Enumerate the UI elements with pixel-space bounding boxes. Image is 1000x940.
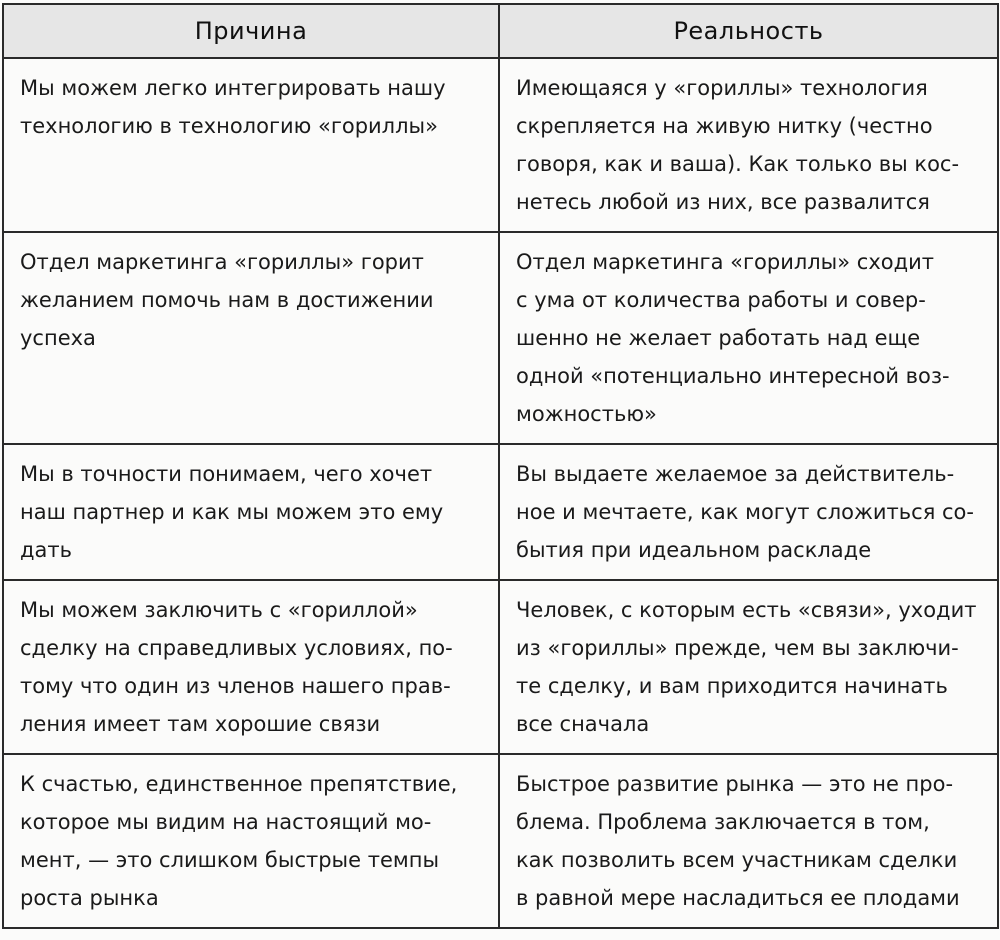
cell-line: Отдел маркетинга «гориллы» горит [20,250,424,274]
cell-line: можностью» [516,402,657,426]
table-row [3,232,998,444]
cell-line: ления имеет там хорошие связи [20,712,381,736]
cell-line: все сначала [516,712,650,736]
cell-line: дать [20,538,72,562]
cell-line: наш партнер и как мы можем это ему [20,500,444,524]
cell-line: в равной мере насладиться ее плодами [516,886,960,910]
header-reason: Причина [3,4,499,58]
cell-line: скрепляется на живую нитку (честно [516,114,933,138]
cell-line: Вы выдаете желаемое за действитель- [516,462,955,486]
cell-line: блема. Проблема заключается в том, [516,810,930,834]
cell-line: Имеющаяся у «гориллы» технология [516,76,928,100]
table-row [3,444,998,580]
cell-line: с ума от количества работы и совер- [516,288,926,312]
cell-line: шенно не желает работать над еще [516,326,921,350]
table-row [3,580,998,754]
reality-cell [499,232,998,444]
cell-line: Мы можем легко интегрировать нашу [20,76,446,100]
cell-line: мент, — это слишком быстрые темпы [20,848,440,872]
cell-line: говоря, как и ваша). Как только вы кос- [516,152,960,176]
cell-line: Мы можем заключить с «гориллой» [20,598,418,622]
cell-line: сделку на справедливых условиях, по- [20,636,453,660]
reason-reality-table [2,3,999,929]
table-row [3,754,998,928]
cell-line: Мы в точности понимаем, чего хочет [20,462,433,486]
reality-cell [499,580,998,754]
reason-cell [3,444,499,580]
cell-line: К счастью, единственное препятствие, [20,772,458,796]
cell-line: Быстрое развитие рынка — это не про- [516,772,954,796]
reason-cell [3,580,499,754]
cell-line: которое мы видим на настоящий мо- [20,810,432,834]
cell-line: успеха [20,326,96,350]
header-reality: Реальность [499,4,998,58]
cell-line: бытия при идеальном раскладе [516,538,872,562]
reality-cell [499,58,998,232]
cell-line: из «гориллы» прежде, чем вы заключи- [516,636,959,660]
reason-cell [3,58,499,232]
cell-line: роста рынка [20,886,159,910]
reason-cell [3,232,499,444]
table-row [3,58,998,232]
cell-line: технологию в технологию «гориллы» [20,114,438,138]
cell-line: тому что один из членов нашего прав- [20,674,451,698]
reality-cell [499,754,998,928]
cell-line: те сделку, и вам приходится начинать [516,674,948,698]
reality-cell [499,444,998,580]
header-row [3,4,998,58]
cell-line: ное и мечтаете, как могут сложиться со- [516,500,974,524]
reason-cell [3,754,499,928]
cell-line: Отдел маркетинга «гориллы» сходит [516,250,935,274]
cell-line: желанием помочь нам в достижении [20,288,434,312]
cell-line: одной «потенциально интересной воз- [516,364,950,388]
cell-line: как позволить всем участникам сделки [516,848,958,872]
cell-line: нетесь любой из них, все развалится [516,190,930,214]
cell-line: Человек, с которым есть «связи», уходит [516,598,977,622]
